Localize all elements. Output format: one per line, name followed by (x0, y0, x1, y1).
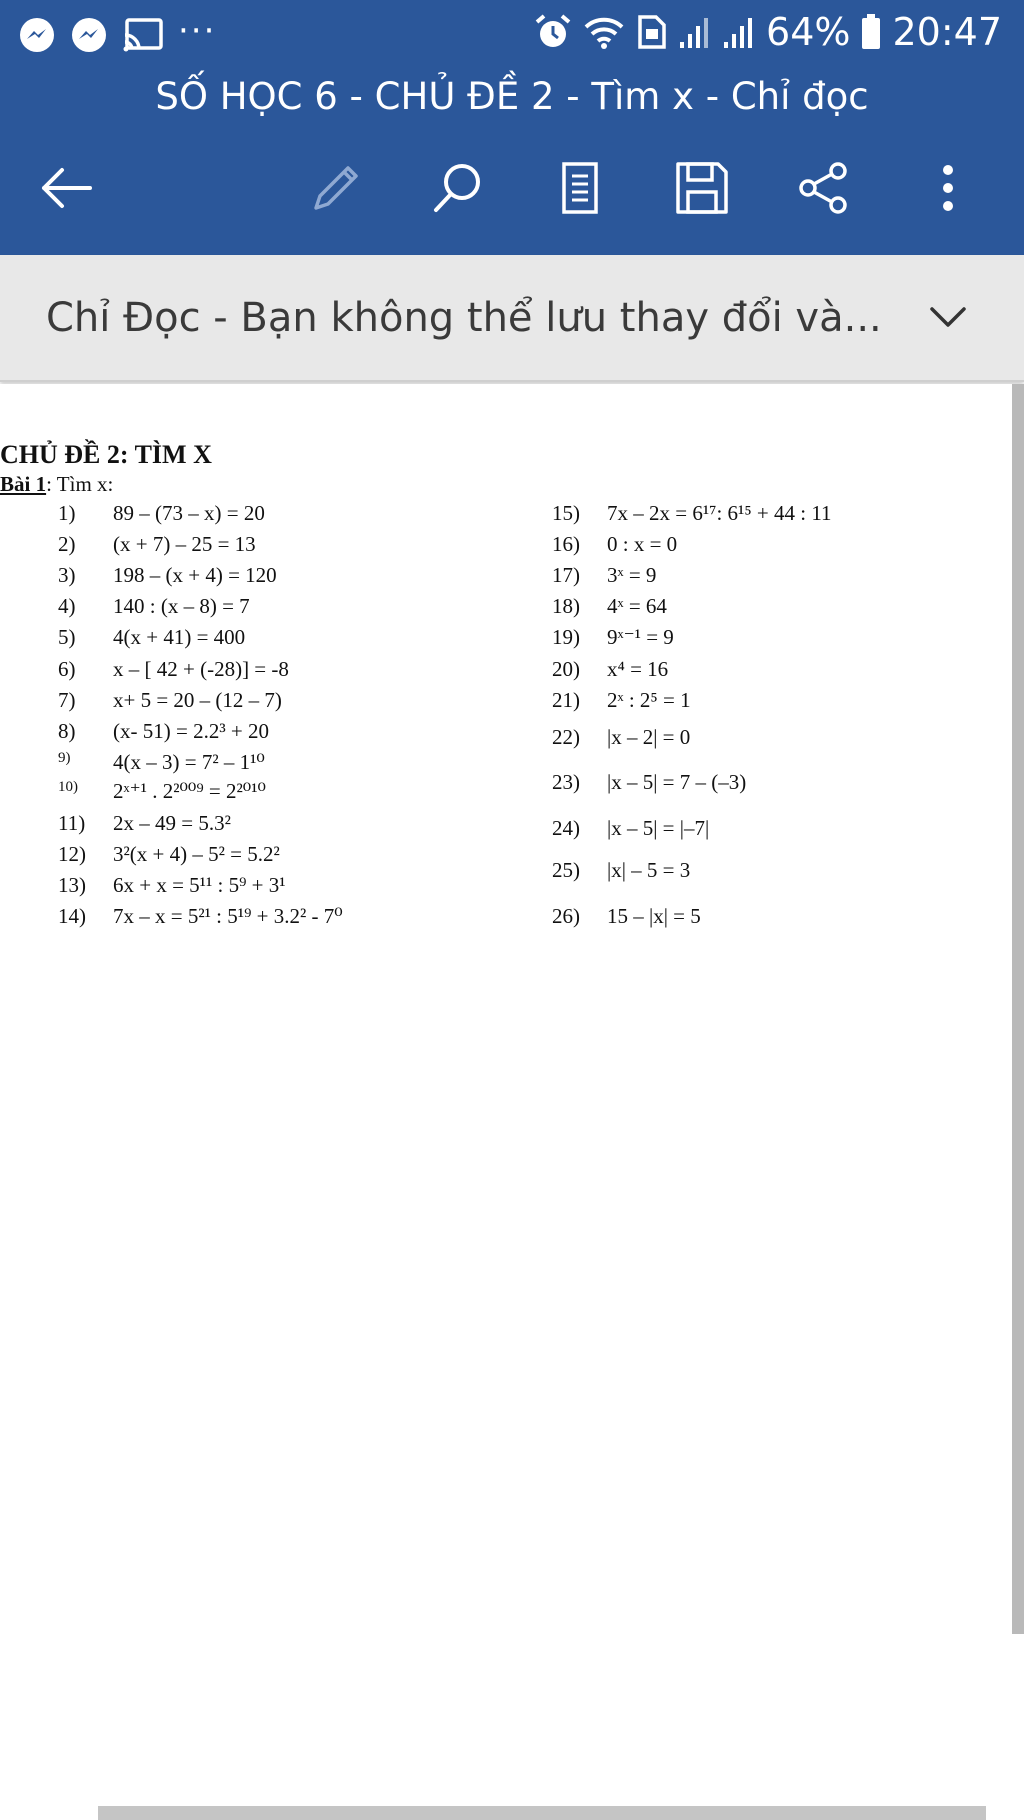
item-number: 12) (58, 842, 86, 866)
signal-icon (722, 14, 756, 50)
item-number: 22) (552, 725, 580, 749)
item-equation: 2ˣ : 2⁵ = 1 (607, 688, 691, 712)
search-icon (430, 160, 486, 220)
item-number: 19) (552, 625, 580, 649)
more-notifications-icon: ··· (178, 11, 217, 51)
cast-icon (122, 17, 164, 53)
item-number: 13) (58, 873, 86, 897)
share-button[interactable] (784, 150, 864, 230)
item-number: 11) (58, 811, 86, 835)
status-bar (0, 0, 1024, 72)
item-number: 10) (58, 779, 78, 795)
app-header (0, 0, 1024, 255)
item-equation: 140 : (x – 8) = 7 (113, 594, 250, 618)
messenger-icon (18, 16, 56, 54)
item-number: 25) (552, 858, 580, 882)
document-heading: CHỦ ĐỀ 2: TÌM X (0, 440, 212, 469)
battery-icon (860, 13, 882, 51)
item-number: 2) (58, 532, 76, 556)
item-equation: 198 – (x + 4) = 120 (113, 563, 277, 587)
back-button[interactable] (26, 150, 106, 230)
item-number: 17) (552, 563, 580, 587)
item-equation: x⁴ = 16 (607, 657, 669, 681)
wifi-icon (582, 13, 626, 51)
item-equation: x+ 5 = 20 – (12 – 7) (113, 688, 282, 712)
item-equation: x – [ 42 + (-28)] = -8 (113, 657, 289, 681)
item-equation: 7x – 2x = 6¹⁷: 6¹⁵ + 44 : 11 (607, 501, 832, 525)
back-arrow-icon (36, 163, 96, 217)
search-button[interactable] (418, 150, 498, 230)
item-equation: |x – 5| = 7 – (–3) (607, 770, 747, 794)
system-icons (534, 10, 1002, 54)
reading-view-icon (558, 160, 602, 220)
item-number: 8) (58, 719, 76, 743)
item-number: 24) (552, 816, 580, 840)
save-icon (674, 160, 730, 220)
item-number: 26) (552, 904, 580, 928)
pencil-icon (308, 160, 364, 220)
item-number: 1) (58, 501, 76, 525)
exercise-instruction: : Tìm x: (46, 472, 114, 496)
item-number: 5) (58, 625, 76, 649)
overflow-menu-button[interactable] (908, 150, 988, 230)
exercise-label (0, 472, 113, 497)
item-number: 16) (552, 532, 580, 556)
item-number: 23) (552, 770, 580, 794)
vertical-page-edge (1012, 384, 1024, 1634)
item-number: 21) (552, 688, 580, 712)
item-equation: 2ˣ⁺¹ . 2²⁰⁰⁹ = 2²⁰¹⁰ (113, 779, 266, 803)
messenger-icon (70, 16, 108, 54)
item-number: 15) (552, 501, 580, 525)
item-number: 3) (58, 563, 76, 587)
item-number: 14) (58, 904, 86, 928)
item-equation: |x – 5| = |–7| (607, 816, 710, 840)
item-equation: 4ˣ = 64 (607, 594, 667, 618)
item-equation: 3²(x + 4) – 5² = 5.2² (113, 842, 280, 866)
battery-percent: 64% (766, 10, 851, 54)
notification-icons (18, 11, 217, 54)
item-equation: 2x – 49 = 5.3² (113, 811, 231, 835)
item-equation: 7x – x = 5²¹ : 5¹⁹ + 3.2² - 7⁰ (113, 904, 343, 928)
item-equation: 15 – |x| = 5 (607, 904, 701, 928)
edit-button[interactable] (296, 150, 376, 230)
banner-expand-button[interactable] (918, 289, 978, 349)
clock: 20:47 (892, 10, 1002, 54)
horizontal-scrollbar[interactable] (98, 1806, 986, 1820)
save-button[interactable] (662, 150, 742, 230)
chevron-down-icon (928, 304, 968, 334)
item-equation: (x + 7) – 25 = 13 (113, 532, 256, 556)
item-number: 6) (58, 657, 76, 681)
item-equation: 4(x – 3) = 7² – 1¹⁰ (113, 750, 265, 774)
signal-icon (678, 14, 712, 50)
item-number: 7) (58, 688, 76, 712)
item-equation: (x- 51) = 2.2³ + 20 (113, 719, 269, 743)
item-equation: 9ˣ⁻¹ = 9 (607, 625, 674, 649)
item-number: 20) (552, 657, 580, 681)
item-equation: 4(x + 41) = 400 (113, 625, 246, 649)
share-icon (796, 160, 852, 220)
item-equation: 89 – (73 – x) = 20 (113, 501, 265, 525)
reading-view-button[interactable] (540, 150, 620, 230)
item-number: 9) (58, 750, 71, 766)
alarm-icon (534, 13, 572, 51)
item-number: 18) (552, 594, 580, 618)
item-equation: |x| – 5 = 3 (607, 858, 691, 882)
toolbar (0, 150, 1024, 230)
item-number: 4) (58, 594, 76, 618)
item-equation: 6x + x = 5¹¹ : 5⁹ + 3¹ (113, 873, 286, 897)
overflow-menu-icon (938, 160, 958, 220)
document-title: SỐ HỌC 6 - CHỦ ĐỀ 2 - Tìm x - Chỉ đọc (155, 75, 869, 118)
read-only-banner[interactable] (0, 255, 1024, 382)
sim-icon (636, 13, 668, 51)
document-canvas[interactable] (0, 384, 1024, 1820)
exercise-number: Bài 1 (0, 472, 47, 496)
item-equation: 3ˣ = 9 (607, 563, 657, 587)
item-equation: |x – 2| = 0 (607, 725, 691, 749)
item-equation: 0 : x = 0 (607, 532, 678, 556)
read-only-message: Chỉ Đọc - Bạn không thể lưu thay đổi và... (46, 295, 882, 341)
